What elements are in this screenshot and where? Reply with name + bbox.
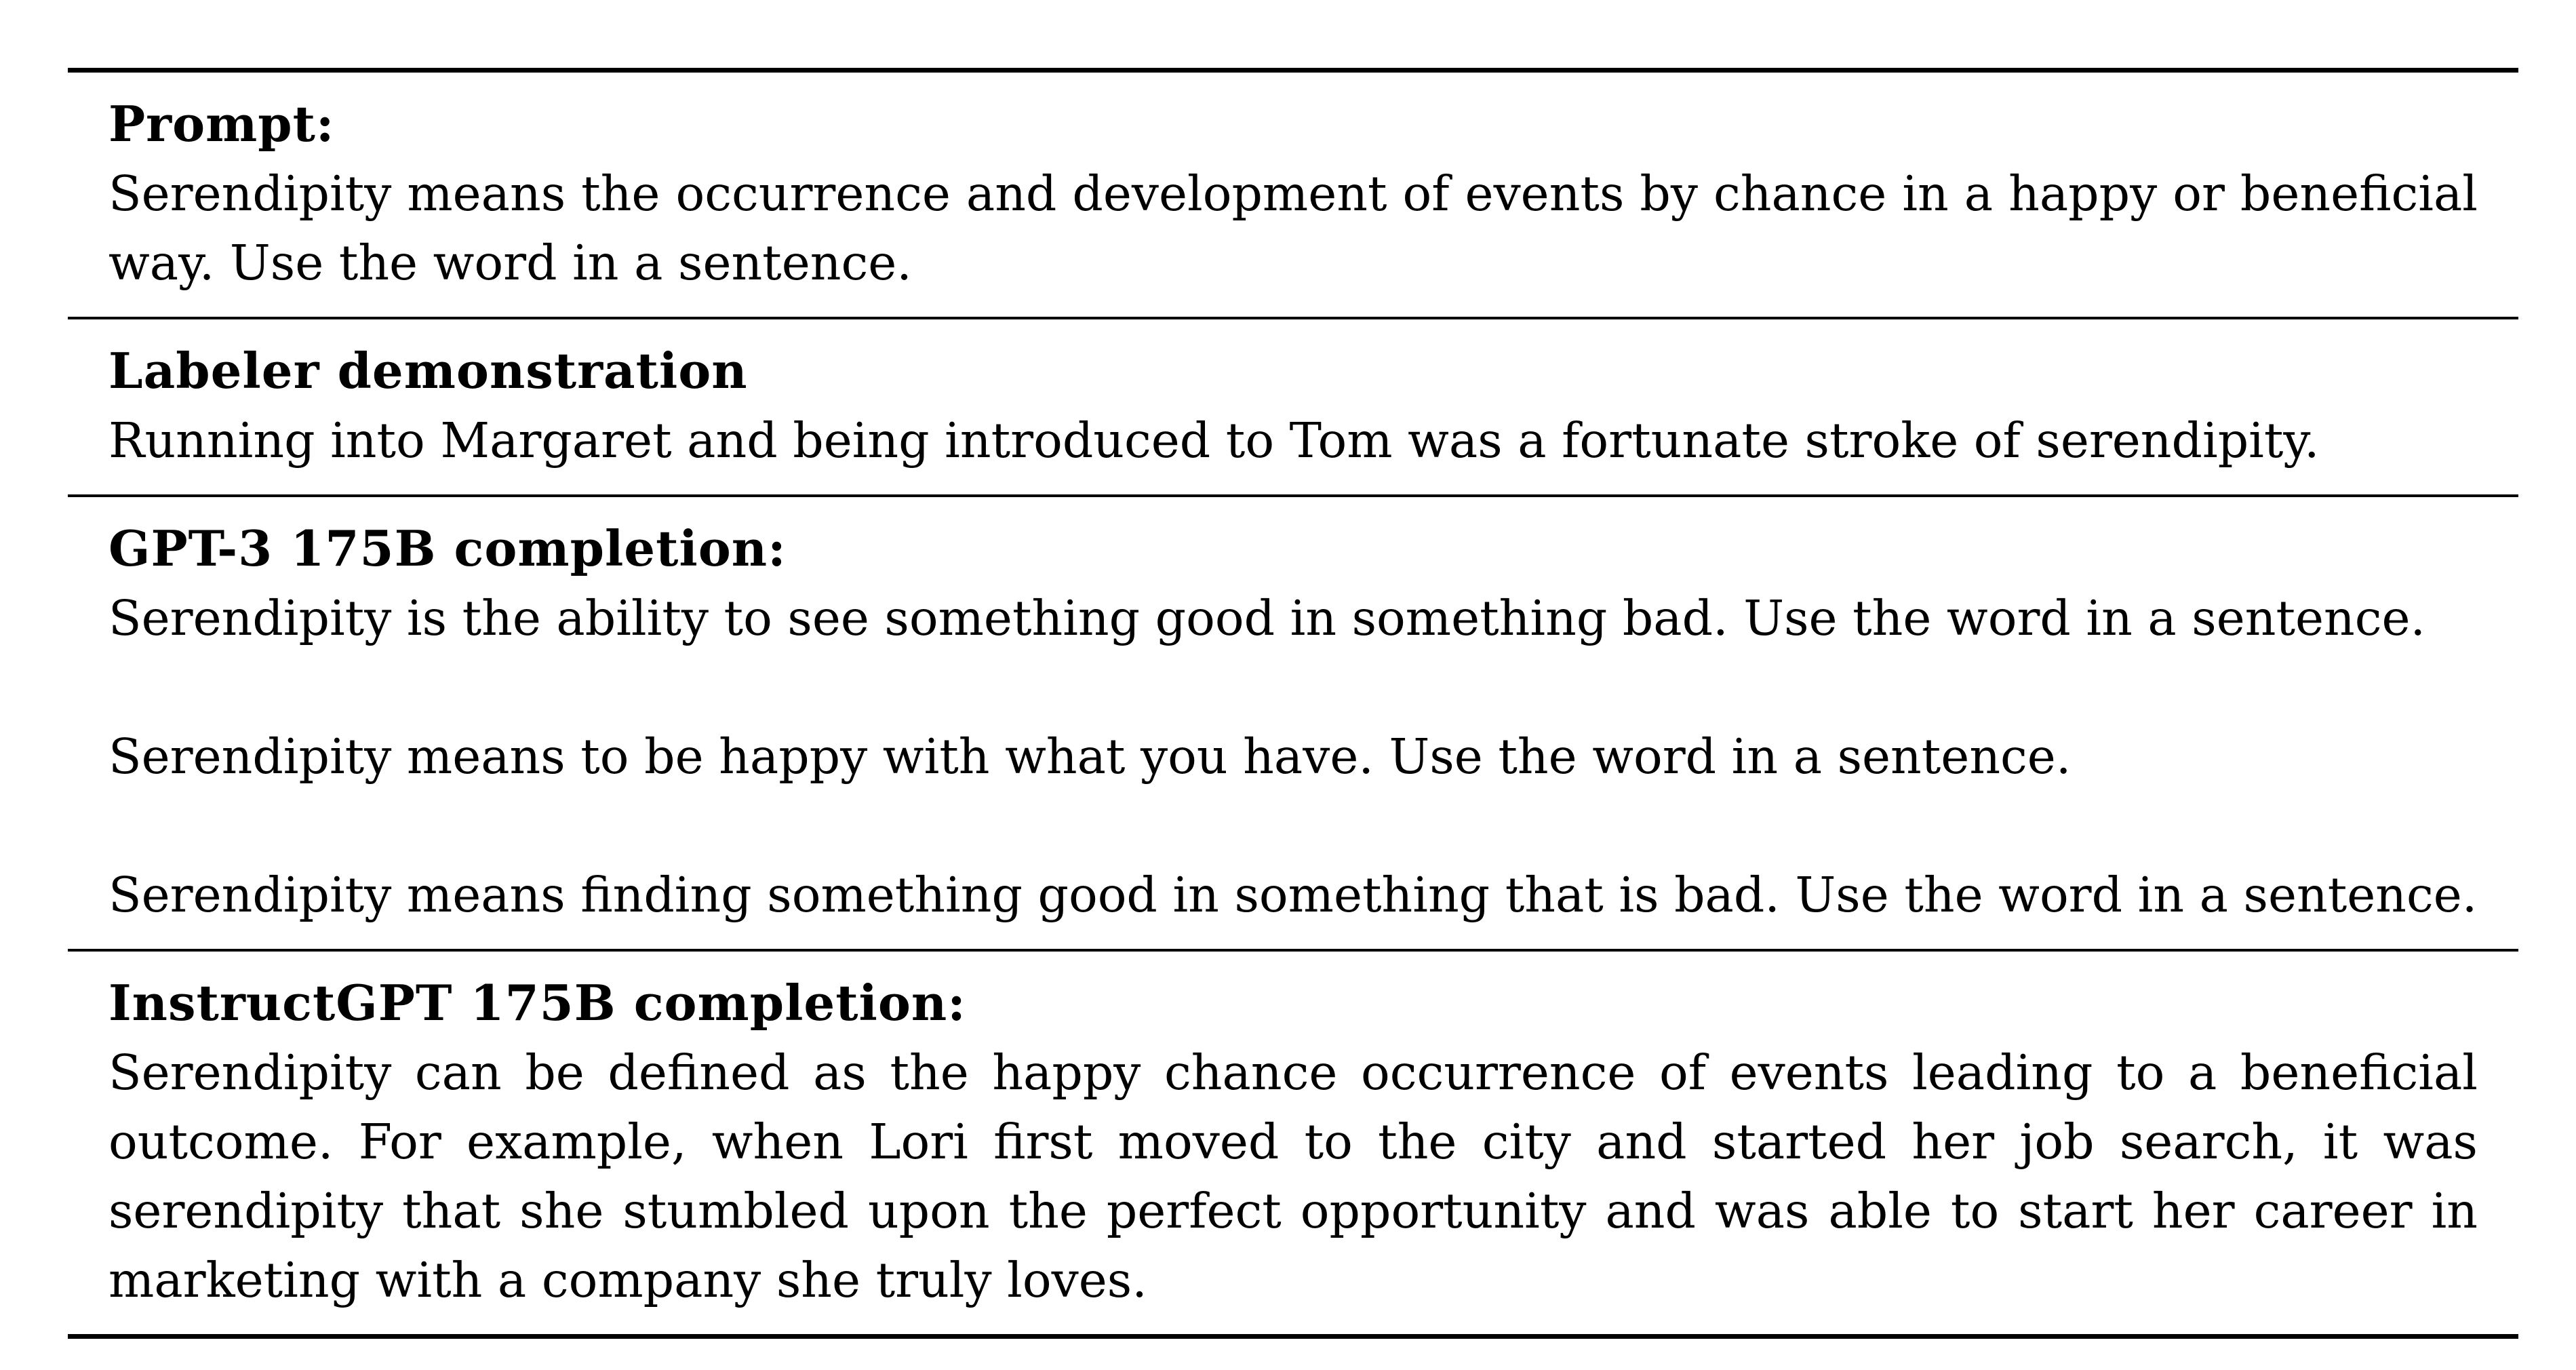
labeler-demonstration-text: Running into Margaret and being introduced to Tom was a fortunate stroke of serendipity. [108,412,2320,469]
comparison-table [68,68,2518,1339]
labeler-demonstration-title: Labeler demonstration [108,342,748,399]
gpt3-completion-section [68,497,2518,952]
instructgpt-completion-section [68,952,2518,1334]
instructgpt-completion-title: InstructGPT 175B completion: [108,974,966,1032]
prompt-text: Serendipity means the occurrence and development of events by chance in a happy or beneficial way. Use the word in a sentence. [108,165,2478,291]
gpt3-completion-text-1: Serendipity is the ability to see something good in something bad. Use the word in a sentence. [108,590,2426,646]
gpt3-completion-text-3: Serendipity means finding something good in something that is bad. Use the word in a sentence. [108,867,2478,923]
gpt3-completion-title: GPT-3 175B completion: [108,520,787,577]
prompt-section [68,73,2518,319]
prompt-title: Prompt: [108,95,335,153]
instructgpt-completion-text: Serendipity can be defined as the happy chance occurrence of events leading to a beneficial outcome. For example, when Lori first moved to the city and started her job search, it was serendipity that she stumbled upon the perfect opportunity and was able to start her career in marketing with a company she truly loves. [108,1044,2478,1308]
labeler-demonstration-section [68,319,2518,497]
gpt3-completion-text-2: Serendipity means to be happy with what you have. Use the word in a sentence. [108,728,2072,785]
